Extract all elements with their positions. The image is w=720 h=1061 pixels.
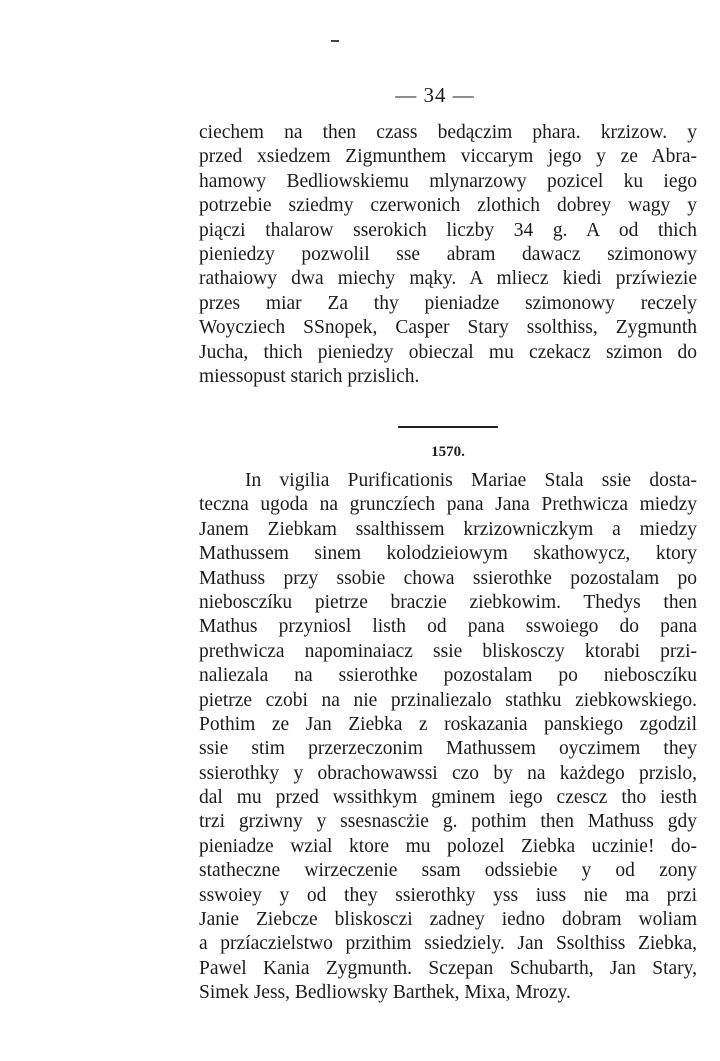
paragraph-1 [199, 121, 697, 389]
text-line: Mathus przyniosl listh od pana sswoiego do pana [199, 616, 697, 638]
text-line: ssierothky y obrachowawssi czo by na każdego przislo, [199, 762, 697, 784]
page-number: — 34 — [395, 83, 475, 107]
text-line: pieniedzy pozwolil sse abram dawacz szimonowy [199, 243, 697, 265]
text-line: przes miar Za thy pieniadze szimonowy reczely [199, 292, 697, 314]
text-line: In vigilia Purificationis Mariae Stala ssie dosta- [245, 470, 697, 491]
stray-mark [331, 40, 339, 42]
text-line: Pawel Kania Zygmunth. Sczepan Schubarth, Jan Stary, [199, 957, 697, 979]
text-line: Woycziech SSnopek, Casper Stary ssolthiss, Zygmunth [199, 317, 697, 339]
text-line: statheczne wirzeczenie ssam odssiebie y od zony [199, 860, 697, 882]
text-line: Janie Ziebcze bliskosczi zadney iedno dobram woliam [199, 909, 697, 931]
text-line: sswoiey y od they ssierothky yss iuss nie ma przi [199, 884, 697, 906]
text-line: przed xsiedzem Zigmunthem viccarym jego y ze Abra- [199, 146, 697, 168]
text-line: Mathuss przy ssobie chowa ssierothke pozostalam po [199, 567, 697, 589]
text-line: naliezala na ssierothke pozostalam po niebosczíku [199, 665, 697, 687]
paragraph-2 [199, 469, 697, 1006]
section-divider [398, 426, 498, 428]
text-line: ssie stim przerzeczonim Mathussem oyczimem they [199, 738, 697, 760]
text-line: Simek Jess, Bedliowsky Barthek, Mixa, Mrozy. [199, 982, 571, 1004]
text-line: pietrze czobi na nie przinaliezalo stathku ziebkowskiego. [199, 689, 697, 711]
text-line: Jucha, thich pieniedzy obieczal mu czekacz szimon do [199, 341, 697, 363]
text-line: piączi thalarow sserokich liczby 34 g. A od thich [199, 219, 697, 241]
text-line: hamowy Bedliowskiemu mlynarzowy pozicel ku iego [199, 170, 697, 192]
text-line: Mathussem sinem kolodzieiowym skathowycz, ktory [199, 543, 697, 565]
text-line: rathaiowy dwa miechy mąky. A mliecz kiedi przíwiezie [199, 268, 697, 290]
text-line: pieniadze wzial ktore mu polozel Ziebka uczinie! do- [199, 835, 697, 857]
text-line: miessopust starich przislich. [199, 365, 420, 387]
text-line: Janem Ziebkam ssalthissem krzizowniczkym a miedzy [199, 518, 697, 540]
text-line: prethwicza napominaiacz ssie bliskosczy ktorabi przi- [199, 640, 697, 662]
text-line: Pothim ze Jan Ziebka z roskazania panskiego zgodzil [199, 713, 697, 735]
text-line: dal mu przed wssithkym gminem iego czescz tho iesth [199, 787, 697, 809]
text-line: a przíaczielstwo przithim ssiedziely. Jan Ssolthiss Ziebka, [199, 933, 697, 955]
text-line: niebosczíku pietrze braczie ziebkowim. Thedys then [199, 591, 697, 613]
text-line: trzi grziwny y ssesnascżie g. pothim then Mathuss gdy [199, 811, 697, 833]
text-line: ciechem na then czass bedączim phara. krzizow. y [199, 122, 697, 143]
text-line: teczna ugoda na grunczíech pana Jana Prethwicza miedzy [199, 494, 697, 516]
text-line: potrzebie sziedmy czerwonich zlothich dobrey wagy y [199, 195, 697, 217]
year-heading: 1570. [431, 444, 465, 460]
